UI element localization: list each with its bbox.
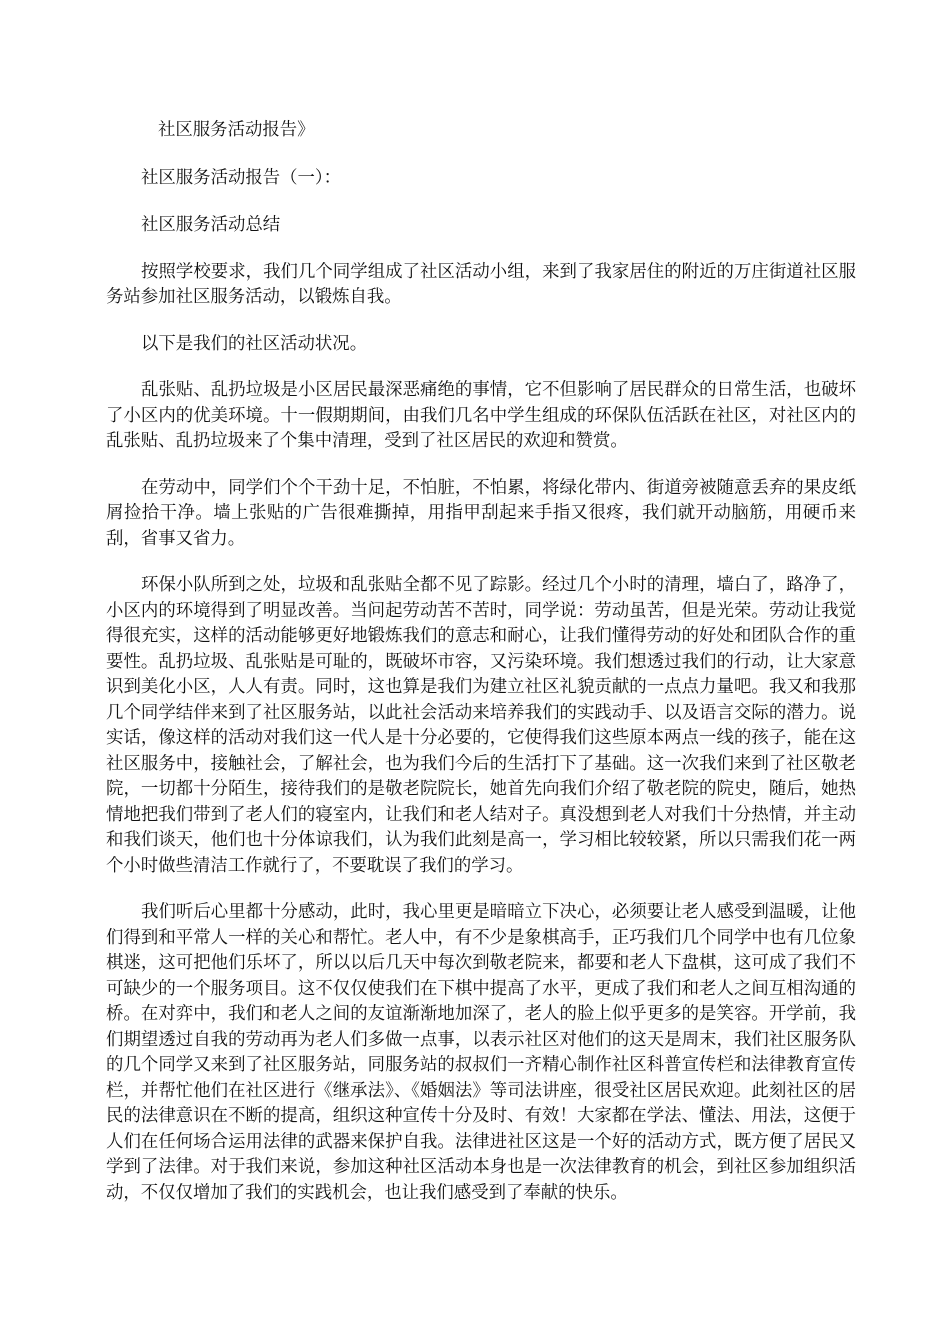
section-heading: 社区服务活动报告（一）： (141, 167, 341, 188)
paragraph-cleanup: 乱张贴、乱扔垃圾是小区居民最深恶痛绝的事情，它不但影响了居民群众的日常生活，也破坏了小区内的优美环境。十一假期期间，由我们几名中学生组成的环保队伍活跃在社区，对社区内的乱张贴、乱扔垃圾来了个集中清理，受到了社区居民的欢迎和赞赏。 (106, 380, 856, 451)
document-page (106, 118, 856, 1206)
document-title: 社区服务活动报告》 (158, 120, 315, 140)
paragraph-elderly-law: 我们听后心里都十分感动，此时，我心里更是暗暗立下决心，必须要让老人感受到温暖，让他们得到和平常人一样的关心和帮忙。老人中，有不少是象棋高手，正巧我们几个同学中也有几位象棋迷，这可把他们乐坏了，所以以后几天中每次到敬老院来，都要和老人下盘棋，这可成了我们不可缺少的一个服务项目。这不仅仅使我们在下棋中提高了水平，更成了我们和老人之间互相沟通的桥。在对弈中，我们和老人之间的友谊渐渐地加深了，老人的脸上似乎更多的是笑容。开学前，我们期望透过自我的劳动再为老人们多做一点事，以表示社区对他们的这天是周末，我们社区服务队的几个同学又来到了社区服务站，同服务站的叔叔们一齐精心制作社区科普宣传栏和法律教育宣传栏，并帮忙他们在社区进行《继承法》、《婚姻法》等司法讲座，很受社区居民欢迎。此刻社区的居民的法律意识在不断的提高，组织这种宣传十分及时、有效！大家都在学法、懂法、用法，这便于人们在任何场合运用法律的武器来保护自我。法律进社区这是一个好的活动方式，既方便了居民又学到了法律。对于我们来说，参加这种社区活动本身也是一次法律教育的机会，到社区参加组织活动，不仅仅增加了我们的实践机会，也让我们感受到了奉献的快乐。 (106, 902, 856, 1203)
paragraph-labor: 在劳动中，同学们个个干劲十足，不怕脏，不怕累，将绿化带内、街道旁被随意丢弃的果皮纸屑捡拾干净。墙上张贴的广告很难撕掉，用指甲刮起来手指又很疼，我们就开动脑筋，用硬币来刮，省事又省力。 (106, 477, 856, 549)
paragraph-environment: 环保小队所到之处，垃圾和乱张贴全都不见了踪影。经过几个小时的清理，墙白了，路净了，小区内的环境得到了明显改善。当问起劳动苦不苦时，同学说：劳动虽苦，但是光荣。劳动让我觉得很充实，这样的活动能够更好地锻炼我们的意志和耐心，让我们懂得劳动的好处和团队合作的重要性。乱扔垃圾、乱张贴是可耻的，既破坏市容，又污染环境。我们想透过我们的行动，让大家意识到美化小区，人人有责。同时，这也算是我们为建立社区礼貌贡献的一点点力量吧。我又和我那几个同学结伴来到了社区服务站，以此社会活动来培养我们的实践动手、以及语言交际的潜力。说实话，像这样的活动对我们这一代人是十分必要的，它使得我们这些原本两点一线的孩子，能在这社区服务中，接触社会，了解社会，也为我们今后的生活打下了基础。这一次我们来到了社区敬老院，一切都十分陌生，接待我们的是敬老院院长，她首先向我们介绍了敬老院的院史，随后，她热情地把我们带到了老人们的寝室内，让我们和老人结对子。真没想到老人对我们十分热情，并主动和我们谈天，他们也十分体谅我们，认为我们此刻是高一，学习相比较较紧，所以只需我们花一两个小时做些清洁工作就行了，不要耽误了我们的学习。 (106, 575, 856, 876)
paragraph-intro: 按照学校要求，我们几个同学组成了社区活动小组，来到了我家居住的附近的万庄街道社区服务站参加社区服务活动，以锻炼自我。 (106, 261, 856, 307)
paragraph-status: 以下是我们的社区活动状况。 (141, 333, 368, 354)
summary-heading: 社区服务活动总结 (141, 215, 281, 235)
